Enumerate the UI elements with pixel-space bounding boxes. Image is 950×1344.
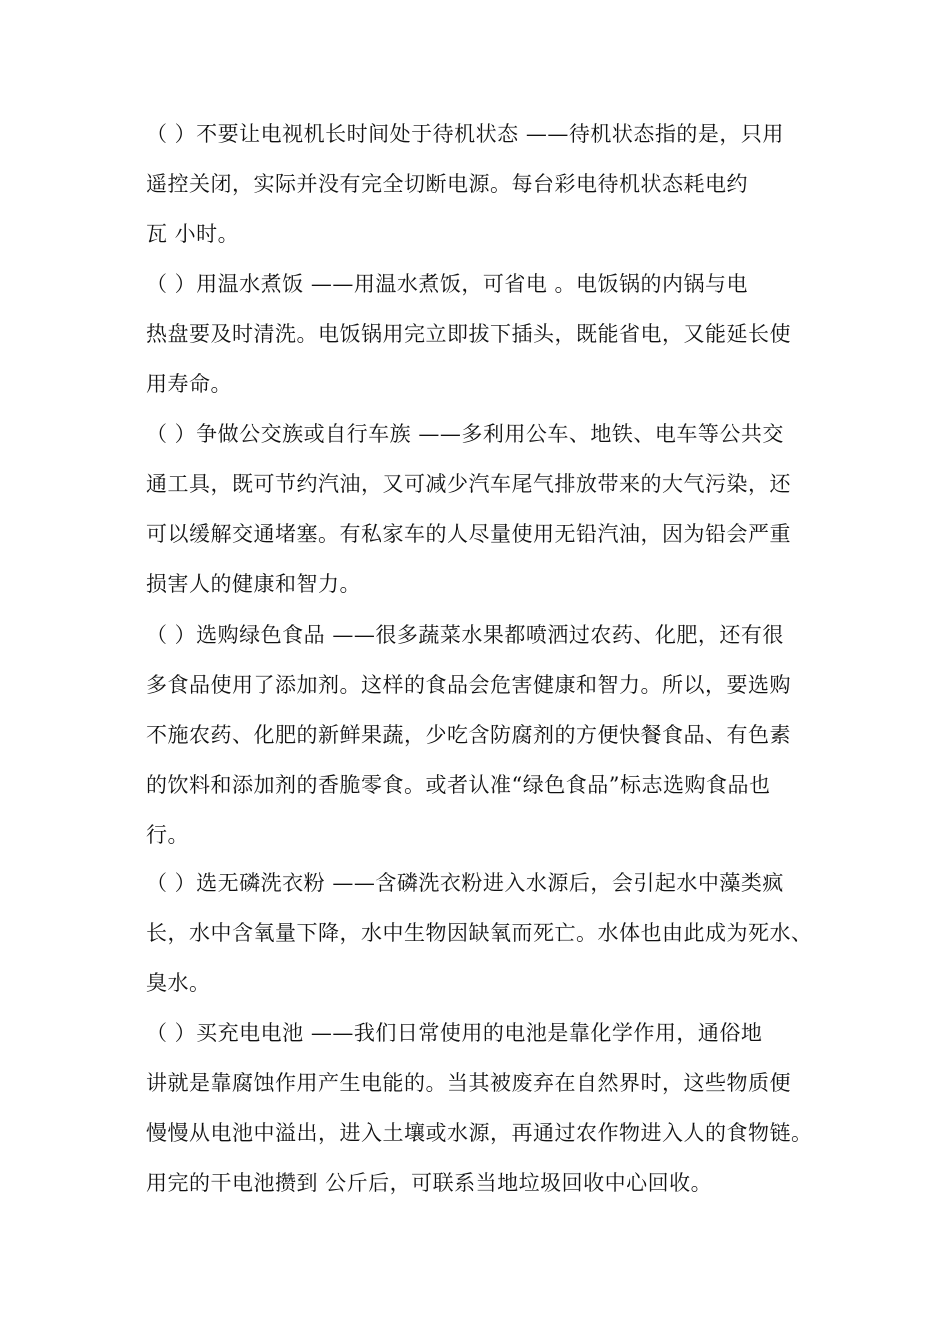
paragraph-green-food xyxy=(146,610,816,860)
paragraph-rechargeable-battery xyxy=(146,1008,816,1208)
paragraph-tv-standby xyxy=(146,109,816,259)
text-line: 长，水中含氧量下降，水中生物因缺氧而死亡。水体也由此成为死水、 xyxy=(146,921,813,945)
text-line: 的饮料和添加剂的香脆零食。或者认准“绿色食品”标志选购食品也 xyxy=(146,773,771,797)
text-line: （ ）用温水煮饭 ——用温水煮饭，可省电 。电饭锅的内锅与电 xyxy=(146,272,749,296)
text-line: 通工具，既可节约汽油，又可减少汽车尾气排放带来的大气污染，还 xyxy=(146,472,791,496)
text-line: （ ）买充电电池 ——我们日常使用的电池是靠化学作用，通俗地 xyxy=(146,1021,763,1045)
text-line: 热盘要及时清洗。电饭锅用完立即拔下插头，既能省电，又能延长使 xyxy=(146,322,791,346)
text-line: 瓦 小时。 xyxy=(146,222,240,246)
paragraph-public-transport xyxy=(146,409,816,609)
paragraph-phosphate-free-detergent xyxy=(146,858,816,1008)
paragraph-warm-water-rice xyxy=(146,259,816,409)
text-line: 遥控关闭，实际并没有完全切断电源。每台彩电待机状态耗电约 xyxy=(146,172,748,196)
text-line: 损害人的健康和智力。 xyxy=(146,572,361,596)
text-line: 用完的干电池攒到 公斤后，可联系当地垃圾回收中心回收。 xyxy=(146,1171,713,1195)
text-line: 慢慢从电池中溢出，进入土壤或水源，再通过农作物进入人的食物链。 xyxy=(146,1121,813,1145)
text-line: （ ）争做公交族或自行车族 ——多利用公车、地铁、电车等公共交 xyxy=(146,422,784,446)
text-line: 用寿命。 xyxy=(146,372,232,396)
text-line: 行。 xyxy=(146,823,189,847)
text-line: （ ）选无磷洗衣粉 ——含磷洗衣粉进入水源后，会引起水中藻类疯 xyxy=(146,871,784,895)
text-line: 多食品使用了添加剂。这样的食品会危害健康和智力。所以，要选购 xyxy=(146,673,791,697)
text-line: 讲就是靠腐蚀作用产生电能的。当其被废弃在自然界时，这些物质便 xyxy=(146,1071,791,1095)
text-line: 不施农药、化肥的新鲜果蔬，少吃含防腐剂的方便快餐食品、有色素 xyxy=(146,723,791,747)
text-line: 可以缓解交通堵塞。有私家车的人尽量使用无铅汽油，因为铅会严重 xyxy=(146,522,791,546)
text-line: （ ）选购绿色食品 ——很多蔬菜水果都喷洒过农药、化肥，还有很 xyxy=(146,623,784,647)
text-line: （ ）不要让电视机长时间处于待机状态 ——待机状态指的是，只用 xyxy=(146,122,784,146)
text-line: 臭水。 xyxy=(146,971,211,995)
